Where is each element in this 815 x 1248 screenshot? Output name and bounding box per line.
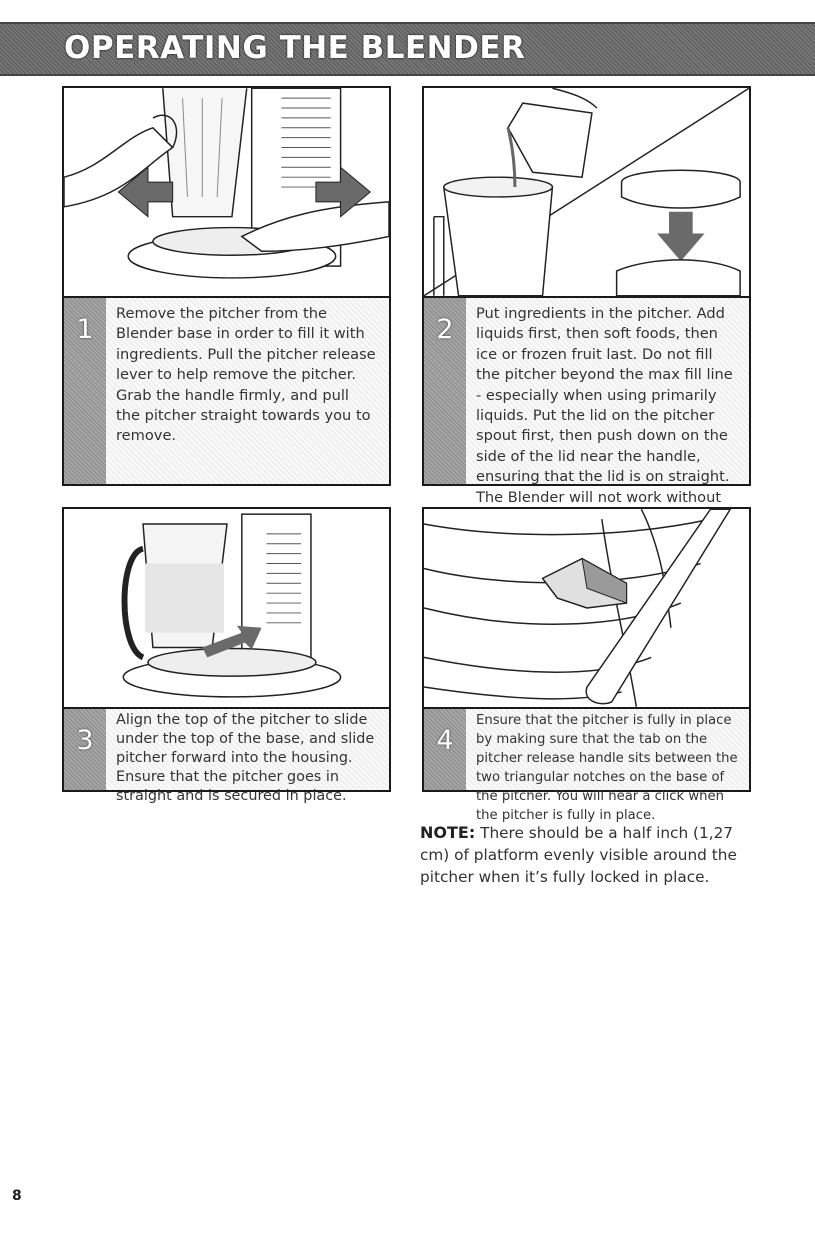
step-description: Put ingredients in the pitcher. Add liquids first, then soft foods, then ice or frozen fruit last. Do not fill the pitcher beyond the max fill line - especially when using primarily liquids. Put the lid on the pitcher spout first, then push down on the side of the lid near the handle, ensuring that the lid is on straight. The Blender will not work without bbox=[476, 305, 733, 506]
step-2-illustration bbox=[424, 88, 749, 298]
note-paragraph bbox=[420, 822, 765, 888]
step-panel-4 bbox=[422, 507, 751, 823]
note-label: NOTE: bbox=[420, 823, 476, 842]
step-description: Remove the pitcher from the Blender base in order to fill it with ingredients. Pull the pitcher release lever to help remove the pitcher. Grab the handle firmly, and pull the pitcher straight towards you to remove. bbox=[116, 305, 376, 445]
step-badge bbox=[64, 298, 106, 484]
page-title: OPERATING THE BLENDER bbox=[64, 30, 526, 66]
step-badge bbox=[424, 709, 466, 790]
step-panel-2 bbox=[422, 86, 751, 506]
release-tab-closeup-illustration bbox=[424, 509, 749, 707]
step-1-illustration bbox=[64, 88, 389, 298]
pitcher-insert-illustration bbox=[64, 509, 389, 707]
note-text: There should be a half inch (1,27 cm) of platform evenly visible around the pitcher when it’s fully locked in place. bbox=[420, 824, 737, 886]
step-description: Align the top of the pitcher to slide under the top of the base, and slide pitcher forward into the housing. Ensure that the pitcher goes in straight and is secured in place. bbox=[116, 712, 375, 804]
pitcher-removal-illustration bbox=[64, 88, 389, 296]
step-3-text-block bbox=[64, 709, 389, 804]
step-description: Ensure that the pitcher is fully in place by making sure that the tab on the pitcher release handle sits between the two triangular notches on the base of the pitcher. You will hear a click when the pitcher is fully in place. bbox=[476, 713, 738, 823]
step-badge bbox=[64, 709, 106, 790]
step-3-illustration bbox=[64, 509, 389, 709]
step-panel-3 bbox=[62, 507, 391, 804]
step-4-illustration bbox=[424, 509, 749, 709]
step-number: 1 bbox=[76, 314, 94, 345]
section-banner bbox=[0, 22, 815, 76]
pitcher-filling-illustration bbox=[424, 88, 749, 296]
step-4-text-block bbox=[424, 709, 749, 823]
page-number: 8 bbox=[12, 1188, 22, 1204]
step-2-text-block bbox=[424, 298, 749, 506]
step-badge bbox=[424, 298, 466, 484]
step-number: 4 bbox=[436, 725, 454, 756]
step-number: 2 bbox=[436, 314, 454, 345]
step-1-text-block bbox=[64, 298, 389, 484]
step-number: 3 bbox=[76, 725, 94, 756]
step-panel-1 bbox=[62, 86, 391, 486]
